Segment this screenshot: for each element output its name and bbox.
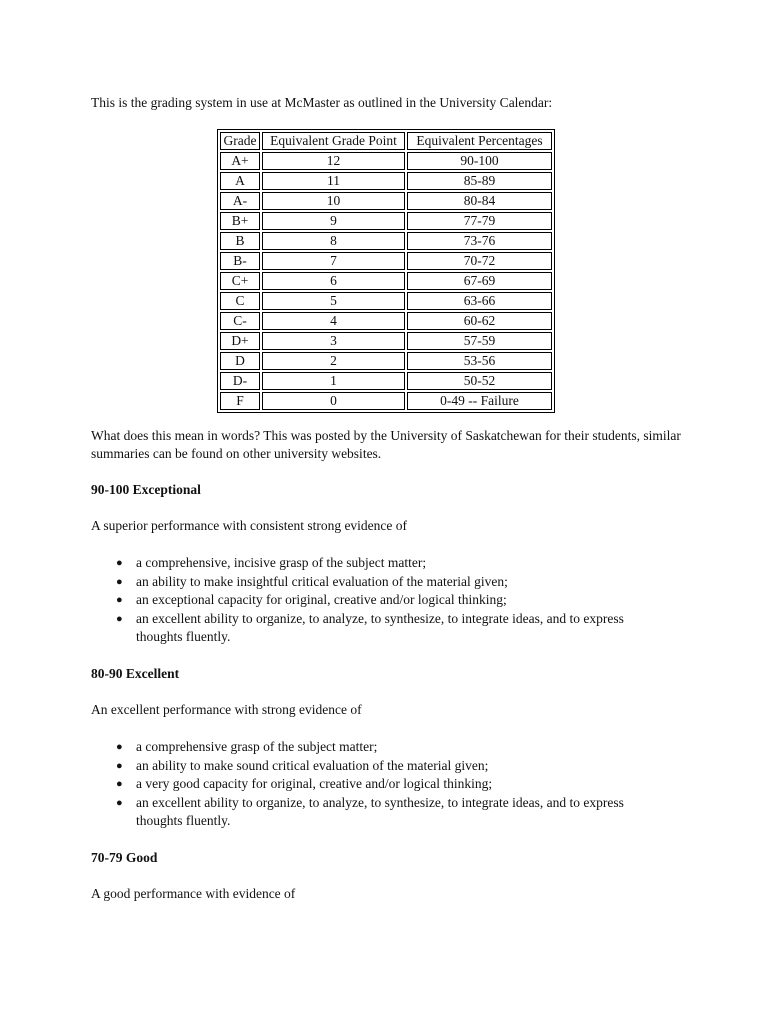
cell-percentage: 57-59 <box>407 332 552 350</box>
cell-percentage: 63-66 <box>407 292 552 310</box>
cell-percentage: 77-79 <box>407 212 552 230</box>
bullet-icon: ● <box>116 594 123 606</box>
section-lead-exceptional: A superior performance with consistent strong evidence of <box>91 518 408 533</box>
cell-grade: B+ <box>220 212 260 230</box>
cell-grade: A+ <box>220 152 260 170</box>
cell-grade-point: 3 <box>262 332 405 350</box>
cell-percentage: 53-56 <box>407 352 552 370</box>
header-grade-point: Equivalent Grade Point <box>262 132 405 150</box>
cell-grade: D <box>220 352 260 370</box>
cell-grade: A- <box>220 192 260 210</box>
table-row <box>220 292 552 310</box>
table-row <box>220 312 552 330</box>
table-row <box>220 192 552 210</box>
cell-grade-point: 4 <box>262 312 405 330</box>
bullet-icon: ● <box>116 575 123 588</box>
header-percentages: Equivalent Percentages <box>407 132 552 150</box>
list-item-text: an ability to make insightful critical evaluation of the material given; <box>136 573 508 589</box>
cell-grade: C- <box>220 312 260 330</box>
cell-percentage: 50-52 <box>407 372 552 390</box>
cell-grade: C+ <box>220 272 260 290</box>
list-item-text: a comprehensive, incisive grasp of the subject matter; <box>136 555 427 570</box>
cell-grade-point: 12 <box>262 152 405 170</box>
bullet-list-excellent <box>91 738 651 831</box>
bullet-icon: ● <box>116 557 123 569</box>
list-item <box>91 554 651 573</box>
table-row <box>220 352 552 370</box>
cell-grade: B <box>220 232 260 250</box>
table-row <box>220 172 552 190</box>
bullet-icon: ● <box>116 612 123 625</box>
bullet-icon: ● <box>116 741 123 753</box>
bullet-list-exceptional <box>91 554 651 647</box>
section-heading-good: 70-79 Good <box>91 850 158 865</box>
list-item <box>91 591 651 610</box>
cell-grade: A <box>220 172 260 190</box>
bullet-icon: ● <box>116 796 123 809</box>
list-item <box>91 757 651 776</box>
table-header-row <box>220 132 552 150</box>
cell-percentage: 85-89 <box>407 172 552 190</box>
cell-grade: D- <box>220 372 260 390</box>
cell-grade-point: 9 <box>262 212 405 230</box>
list-item-text: an excellent ability to organize, to analyze, to synthesize, to integrate ideas, and to express thoughts fluently. <box>136 610 624 644</box>
section-lead-good: A good performance with evidence of <box>91 886 296 901</box>
section-heading-exceptional: 90-100 Exceptional <box>91 482 201 497</box>
table-row <box>220 332 552 350</box>
list-item-text: a very good capacity for original, creative and/or logical thinking; <box>136 776 493 791</box>
intro-text: This is the grading system in use at McMaster as outlined in the University Calendar: <box>91 95 553 110</box>
list-item <box>91 794 651 831</box>
table-row <box>220 272 552 290</box>
cell-grade: F <box>220 392 260 410</box>
cell-percentage: 70-72 <box>407 252 552 270</box>
cell-percentage: 67-69 <box>407 272 552 290</box>
list-item <box>91 573 651 592</box>
table-row <box>220 212 552 230</box>
cell-grade-point: 5 <box>262 292 405 310</box>
cell-grade-point: 0 <box>262 392 405 410</box>
list-item-text: an exceptional capacity for original, creative and/or logical thinking; <box>136 592 507 607</box>
cell-grade-point: 2 <box>262 352 405 370</box>
list-item <box>91 610 651 647</box>
table-row <box>220 152 552 170</box>
cell-percentage: 60-62 <box>407 312 552 330</box>
table-row <box>220 232 552 250</box>
header-grade: Grade <box>220 132 260 150</box>
list-item-text: an ability to make sound critical evaluation of the material given; <box>136 757 489 773</box>
cell-grade-point: 7 <box>262 252 405 270</box>
cell-grade-point: 6 <box>262 272 405 290</box>
section-heading-excellent: 80-90 Excellent <box>91 666 180 681</box>
cell-grade-point: 8 <box>262 232 405 250</box>
cell-grade-point: 11 <box>262 172 405 190</box>
cell-percentage: 0-49 -- Failure <box>407 392 552 410</box>
grading-table-body <box>220 132 552 410</box>
cell-percentage: 80-84 <box>407 192 552 210</box>
cell-grade-point: 1 <box>262 372 405 390</box>
list-item-text: a comprehensive grasp of the subject matter; <box>136 739 378 754</box>
table-row <box>220 392 552 410</box>
cell-grade: C <box>220 292 260 310</box>
table-row <box>220 252 552 270</box>
cell-percentage: 73-76 <box>407 232 552 250</box>
list-item <box>91 775 651 794</box>
cell-grade: D+ <box>220 332 260 350</box>
bullet-icon: ● <box>116 778 123 790</box>
cell-grade: B- <box>220 252 260 270</box>
section-lead-excellent: An excellent performance with strong evidence of <box>91 702 362 717</box>
list-item-text: an excellent ability to organize, to analyze, to synthesize, to integrate ideas, and to express thoughts fluently. <box>136 794 624 828</box>
bullet-icon: ● <box>116 759 123 772</box>
list-item <box>91 738 651 757</box>
cell-percentage: 90-100 <box>407 152 552 170</box>
table-row <box>220 372 552 390</box>
cell-grade-point: 10 <box>262 192 405 210</box>
grading-table <box>217 129 555 413</box>
meaning-paragraph: What does this mean in words? This was posted by the University of Saskatchewan for their students, similar summaries can be found on other university websites. <box>91 428 681 461</box>
